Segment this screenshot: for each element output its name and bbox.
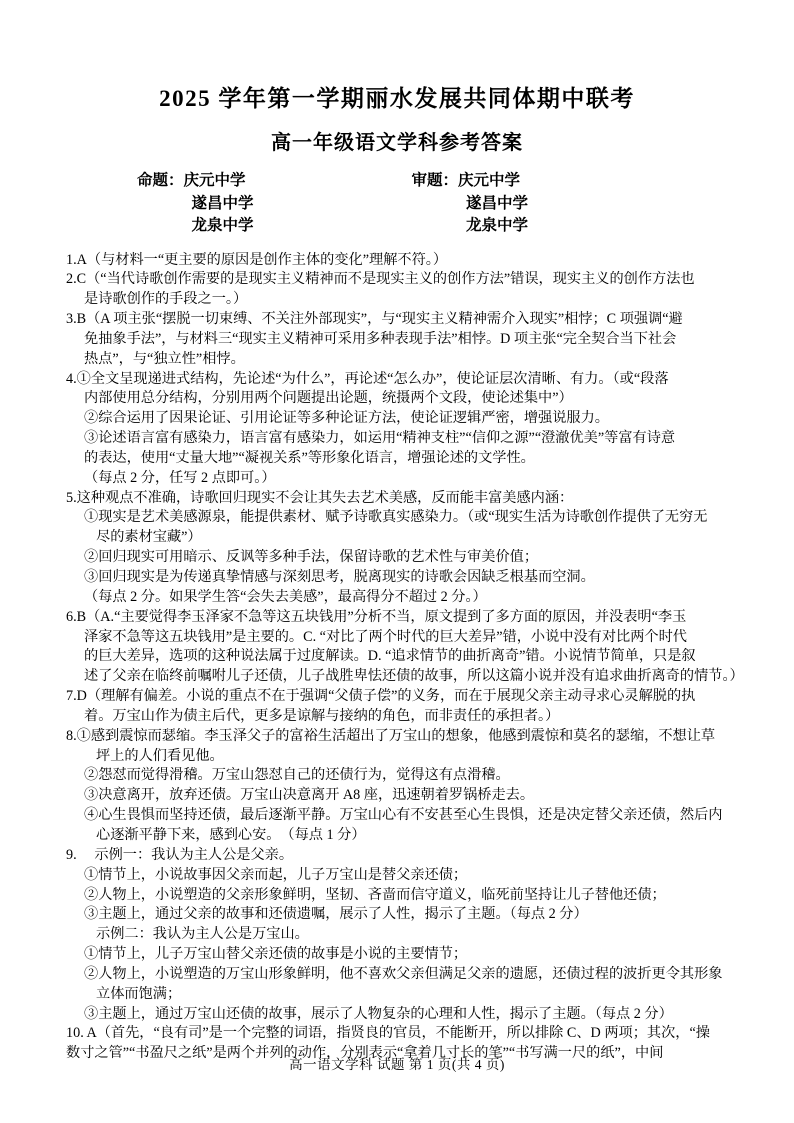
schools-block — [0, 170, 794, 238]
answer-line: ③决意离开，放弃还债。万宝山决意离开 A8 座，迅速朝着罗锅桥走去。 — [84, 787, 535, 804]
answer-line: ②人物上，小说塑造的万宝山形象鲜明，他不喜欢父亲但满足父亲的遗愿，还债过程的波折更令其形象 — [84, 965, 723, 982]
answer-line: 内部使用总分结构，分别用两个问题提出论题，统摄两个文段，使论述集中”） — [84, 390, 573, 407]
answer-line: 10. A（首先，“良有司”是一个完整的词语，指贤良的官员，不能断开，所以排除 C、D 两项；其次，“操 — [66, 1025, 710, 1042]
school-name: 遂昌中学 — [191, 194, 254, 212]
answer-line: ①情节上，儿子万宝山替父亲还债的故事是小说的主要情节； — [84, 946, 468, 963]
answer-line: ③主题上，通过父亲的故事和还债遗嘱，展示了人性，揭示了主题。（每点 2 分） — [84, 906, 588, 923]
school-name: 庆元中学 — [183, 172, 246, 189]
answer-line: 示例二：我认为主人公是万宝山。 — [96, 926, 309, 943]
school-name: 龙泉中学 — [191, 217, 254, 234]
answer-line: ③回归现实是为传递真挚情感与深刻思考，脱离现实的诗歌会因缺乏根基而空洞。 — [84, 569, 595, 585]
page-subtitle: 高一年级语文学科参考答案 — [271, 132, 523, 154]
reviewer-label: 审题： — [411, 172, 459, 189]
answer-line: ①现实是艺术美感源泉，能提供素材、赋予诗歌真实感染力。（或“现实生活为诗歌创作提供了无穷无 — [84, 509, 708, 526]
answer-line: ②怨怼而觉得滑稽。万宝山怨怼自己的还债行为，觉得这有点滑稽。 — [84, 767, 510, 784]
answer-line: 免抽象手法”，与材料三“现实主义精神可采用多种表现手法”相悖。D 项主张“完全契合当下社会 — [84, 330, 677, 347]
answer-line: 述了父亲在临终前嘱咐儿子还债，儿子战胜卑怯还债的故事，所以这篇小说并没有追求曲折离奇的情节。） — [84, 668, 744, 685]
answer-line: 6.B（A.“主要觉得李玉泽家不急等这五块钱用”分析不当，原文提到了多方面的原因，并没表明“李玉 — [66, 608, 687, 625]
reviewer-block — [412, 170, 529, 238]
answer-line: 7.D（理解有偏差。小说的重点不在于强调“父债子偿”的义务，而在于展现父亲主动寻求心灵解脱的执 — [66, 688, 696, 705]
answer-line: （每点 2 分，任写 2 点即可。） — [84, 469, 276, 486]
answer-line: ④心生畏惧而坚持还债，最后逐渐平静。万宝山心有不安甚至心生畏惧，还是决定替父亲还债，然后内 — [84, 807, 723, 824]
answer-line: ②综合运用了因果论证、引用论证等多种论证方法，使论证逻辑严密，增强说服力。 — [84, 410, 609, 427]
answer-line: 热点”，与“独立性”相悖。 — [84, 350, 245, 367]
answer-line: 9. 示例一：我认为主人公是父亲。 — [66, 846, 294, 863]
answer-line: ③论述语言富有感染力，语言富有感染力，如运用“精神支柱”“信仰之源”“澄澈优美”等富有诗意 — [84, 430, 676, 447]
school-name: 龙泉中学 — [466, 217, 529, 234]
answer-line: 坪上的人们看见他。 — [96, 747, 224, 764]
answer-line: 2.C（“当代诗歌创作需要的是现实主义精神而不是现实主义的创作方法”错误，现实主义的创作方法也 — [66, 271, 695, 288]
answer-line: ②人物上，小说塑造的父亲形象鲜明，坚韧、吝啬而信守道义，临死前坚持让儿子替他还债； — [84, 886, 666, 903]
answer-line: （每点 2 分。如果学生答“会失去美感”，最高得分不超过 2 分。） — [84, 588, 487, 605]
school-name: 庆元中学 — [458, 172, 521, 189]
answer-line: ①情节上，小说故事因父亲而起，儿子万宝山是替父亲还债； — [84, 866, 468, 883]
page-title: 2025 学年第一学期丽水发展共同体期中联考 — [159, 86, 635, 111]
answer-line: 的巨大差异，选项的这种说法属于过度解读。D. “追求情节的曲折离奇”错。小说情节简单，只是叙 — [84, 648, 696, 665]
answer-line: 3.B（A 项主张“摆脱一切束缚、不关注外部现实”，与“现实主义精神需介入现实”相悖；C 项强调“避 — [66, 311, 683, 328]
reviewer-schools — [458, 170, 528, 238]
answer-line: 着。万宝山作为债主后代，更多是谅解与接纳的角色，而非责任的承担者。） — [84, 707, 560, 724]
setter-label: 命题： — [137, 172, 184, 189]
answer-line: 4.①全文呈现递进式结构，先论述“为什么”，再论述“怎么办”，使论证层次清晰、有力。（或“段落 — [66, 370, 669, 387]
setter-block — [137, 170, 254, 238]
answer-line: 数寸之管”“书盈尺之纸”是两个并列的动作，分别表示“拿着几寸长的笔”“书写满一尺的纸”，中间 — [66, 1045, 664, 1062]
answer-line: 立体而饱满； — [96, 985, 182, 1002]
school-name: 遂昌中学 — [466, 194, 529, 212]
answer-line: 心逐渐平静下来，感到心安。 （每点 1 分） — [96, 826, 366, 843]
answer-line: ③主题上，通过万宝山还债的故事，展示了人物复杂的心理和人性，揭示了主题。（每点 2 分） — [84, 1005, 673, 1022]
answer-line: 是诗歌创作的手段之一。） — [84, 291, 248, 308]
answer-line: 尽的素材宝藏”） — [96, 529, 202, 546]
answer-line: 的表达，使用“丈量大地”“凝视关系”等形象化语言，增强论述的文学性。 — [84, 449, 535, 466]
page-footer: 高一语文学科 试题 第 1 页(共 4 页) — [289, 1057, 505, 1072]
setter-schools — [184, 170, 254, 238]
answer-line: 8.①感到震惊而瑟缩。李玉泽父子的富裕生活超出了万宝山的想象，他感到震惊和莫名的瑟缩，不想让草 — [66, 727, 716, 744]
answer-line: ②回归现实可用暗示、反讽等多种手法，保留诗歌的艺术性与审美价值； — [84, 549, 539, 566]
answer-line: 泽家不急等这五块钱用”是主要的。C. “对比了两个时代的巨大差异”错，小说中没有对比两个时代 — [84, 628, 687, 645]
answer-lines — [66, 251, 754, 1065]
answer-line: 1.A（与材料一“更主要的原因是创作主体的变化”理解不符。） — [66, 251, 448, 268]
answer-line: 5.这种观点不准确，诗歌回归现实不会让其失去艺术美感，反而能丰富美感内涵： — [66, 489, 574, 506]
